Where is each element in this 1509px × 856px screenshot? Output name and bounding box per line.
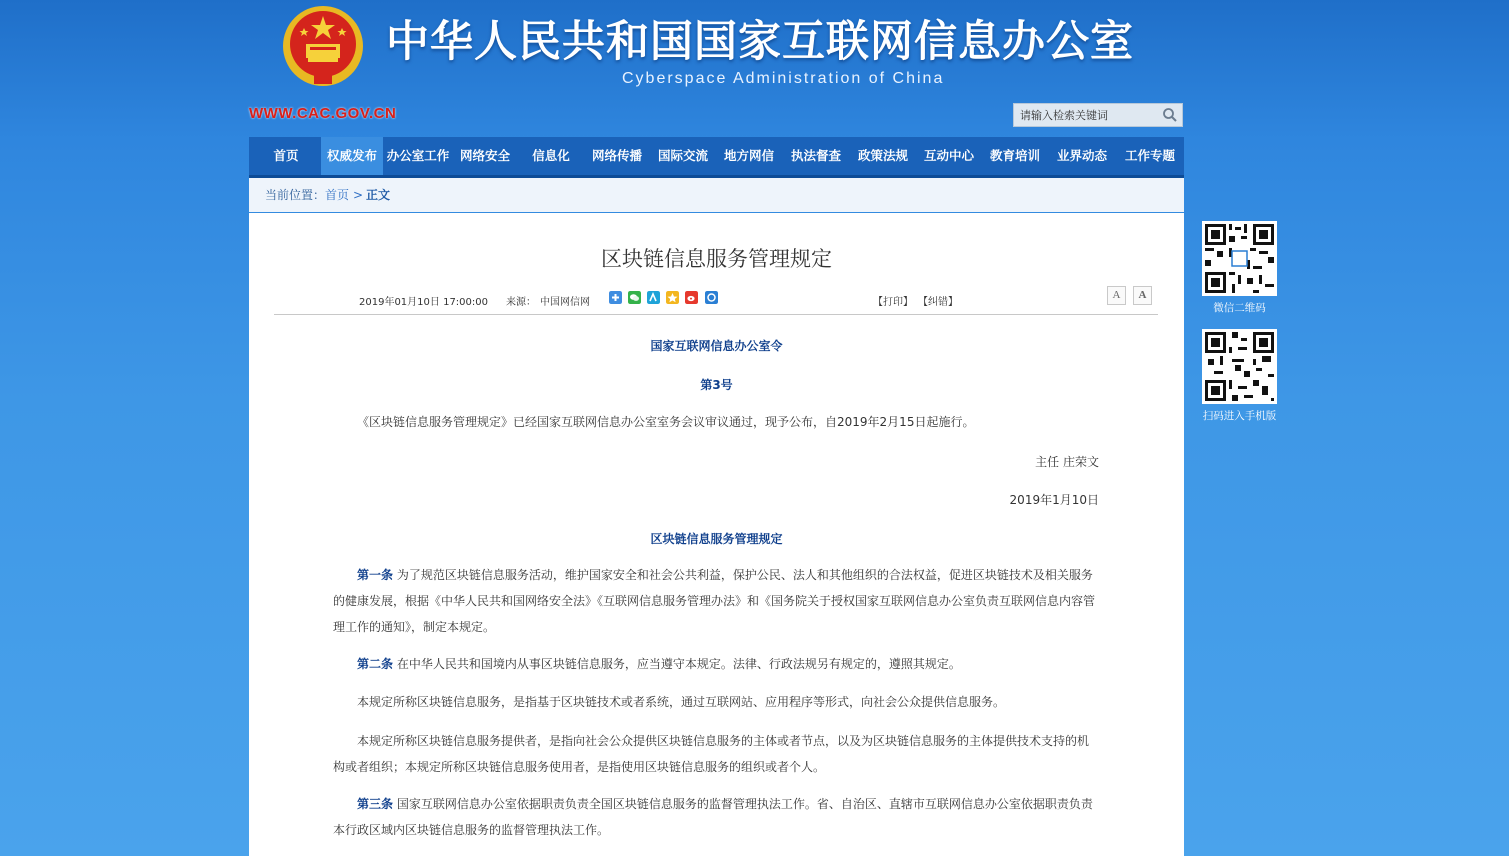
site-header xyxy=(0,0,1509,135)
article-1-number: 第一条 xyxy=(357,568,394,582)
wechat-qr-label: 微信二维码 xyxy=(1213,302,1266,314)
weibo-share-icon[interactable] xyxy=(685,291,698,304)
nav-item-policies[interactable]: 政策法规 xyxy=(857,148,908,163)
qzone-share-icon[interactable] xyxy=(666,291,679,304)
font-decrease-button[interactable] xyxy=(1107,286,1126,305)
font-increase-button[interactable] xyxy=(1133,286,1152,305)
people-share-icon[interactable] xyxy=(705,291,718,304)
sign-date: 2019年1月10日 xyxy=(1009,493,1099,507)
source-label: 来源： xyxy=(506,297,536,308)
breadcrumb xyxy=(249,178,1184,212)
article-3-text: 国家互联网信息办公室依据职责负责全国区块链信息服务的监督管理执法工作。省、自治区、直辖市互联网信息办公室依据职责负责本行政区域内区块链信息服务的监督管理执法工作。 xyxy=(333,797,1093,837)
article-title: 区块链信息服务管理规定 xyxy=(601,247,832,271)
breadcrumb-label: 当前位置： xyxy=(265,188,326,202)
nav-item-local-cac[interactable]: 地方网信 xyxy=(723,148,774,163)
announcement-paragraph: 《区块链信息服务管理规定》已经国家互联网信息办公室室务会议审议通过，现予公布，自2019年2月15日起施行。 xyxy=(357,415,975,429)
breadcrumb-home-link[interactable]: 首页 xyxy=(325,188,350,202)
share-more-icon[interactable] xyxy=(609,291,622,304)
tencent-share-icon[interactable] xyxy=(647,291,660,304)
rules-title: 区块链信息服务管理规定 xyxy=(650,532,783,546)
order-number: 第3号 xyxy=(700,378,733,392)
site-title: 中华人民共和国国家互联网信息办公室 xyxy=(386,17,1134,67)
mobile-qr-label: 扫码进入手机版 xyxy=(1202,410,1277,422)
font-decrease-label: A xyxy=(1112,289,1121,301)
nav-item-enforcement[interactable]: 执法督查 xyxy=(790,148,841,163)
article-date: 2019年01月10日 17:00:00 xyxy=(359,297,488,308)
article-container xyxy=(249,213,1184,856)
mobile-qr-code-icon xyxy=(1202,329,1277,404)
nav-item-network-communication[interactable]: 网络传播 xyxy=(591,148,642,163)
wechat-share-icon[interactable] xyxy=(628,291,641,304)
article-2-number: 第二条 xyxy=(357,657,394,671)
nav-item-authoritative-release[interactable]: 权威发布 xyxy=(321,137,383,175)
article-1-paragraph xyxy=(333,562,1099,640)
meta-divider xyxy=(274,314,1158,315)
nav-item-informatization[interactable]: 信息化 xyxy=(532,148,570,163)
article-2-text: 在中华人民共和国境内从事区块链信息服务，应当遵守本规定。法律、行政法规另有规定的，遵照其规定。 xyxy=(393,657,961,671)
article-2-paragraph-3: 本规定所称区块链信息服务提供者，是指向社会公众提供区块链信息服务的主体或者节点，以及为区块链信息服务的主体提供技术支持的机构或者组织；本规定所称区块链信息服务使用者，是指使用区块链信息服务的组织或者个人。 xyxy=(333,734,1090,774)
main-nav xyxy=(249,137,1184,178)
nav-item-interaction[interactable]: 互动中心 xyxy=(923,148,974,163)
article-3-number: 第三条 xyxy=(357,797,394,811)
nav-item-work-topics[interactable]: 工作专题 xyxy=(1124,148,1175,163)
breadcrumb-current[interactable]: 正文 xyxy=(366,188,391,202)
print-link[interactable]: 【打印】 xyxy=(873,297,913,308)
nav-item-office-work[interactable]: 办公室工作 xyxy=(386,148,450,163)
national-emblem-icon xyxy=(280,2,366,90)
article-source: 中国网信网 xyxy=(540,297,590,308)
correct-link[interactable]: 【纠错】 xyxy=(918,297,958,308)
article-1-text: 为了规范区块链信息服务活动，维护国家安全和社会公共利益，保护公民、法人和其他组织的合法权益，促进区块链技术及相关服务的健康发展，根据《中华人民共和国网络安全法》《互联网信息服务管理办法》和《国务院关于授权国家互联网信息办公室负责互联网信息内容管理工作的通知》，制定本规定。 xyxy=(333,568,1096,634)
search-input[interactable] xyxy=(1014,104,1168,126)
font-increase-label: A xyxy=(1138,289,1147,301)
article-2-paragraph-2: 本规定所称区块链信息服务，是指基于区块链技术或者系统，通过互联网站、应用程序等形式，向社会公众提供信息服务。 xyxy=(357,695,1006,709)
site-title-en: Cyberspace Administration of China xyxy=(622,70,945,87)
nav-item-training[interactable]: 教育培训 xyxy=(989,148,1040,163)
search-icon[interactable] xyxy=(1162,107,1178,123)
order-title: 国家互联网信息办公室令 xyxy=(650,339,783,353)
signer: 主任 庄荣文 xyxy=(1035,455,1099,469)
article-3-paragraph xyxy=(333,791,1099,843)
wechat-qr-code-icon xyxy=(1202,221,1277,296)
search-box xyxy=(1013,103,1183,127)
nav-item-home[interactable]: 首页 xyxy=(273,148,299,163)
nav-item-industry-news[interactable]: 业界动态 xyxy=(1056,148,1107,163)
nav-item-international-exchange[interactable]: 国际交流 xyxy=(657,148,708,163)
article-2-paragraph xyxy=(333,651,1099,677)
site-url[interactable]: WWW.CAC.GOV.CN xyxy=(249,105,397,122)
breadcrumb-separator: > xyxy=(353,188,364,202)
nav-item-network-security[interactable]: 网络安全 xyxy=(459,148,510,163)
